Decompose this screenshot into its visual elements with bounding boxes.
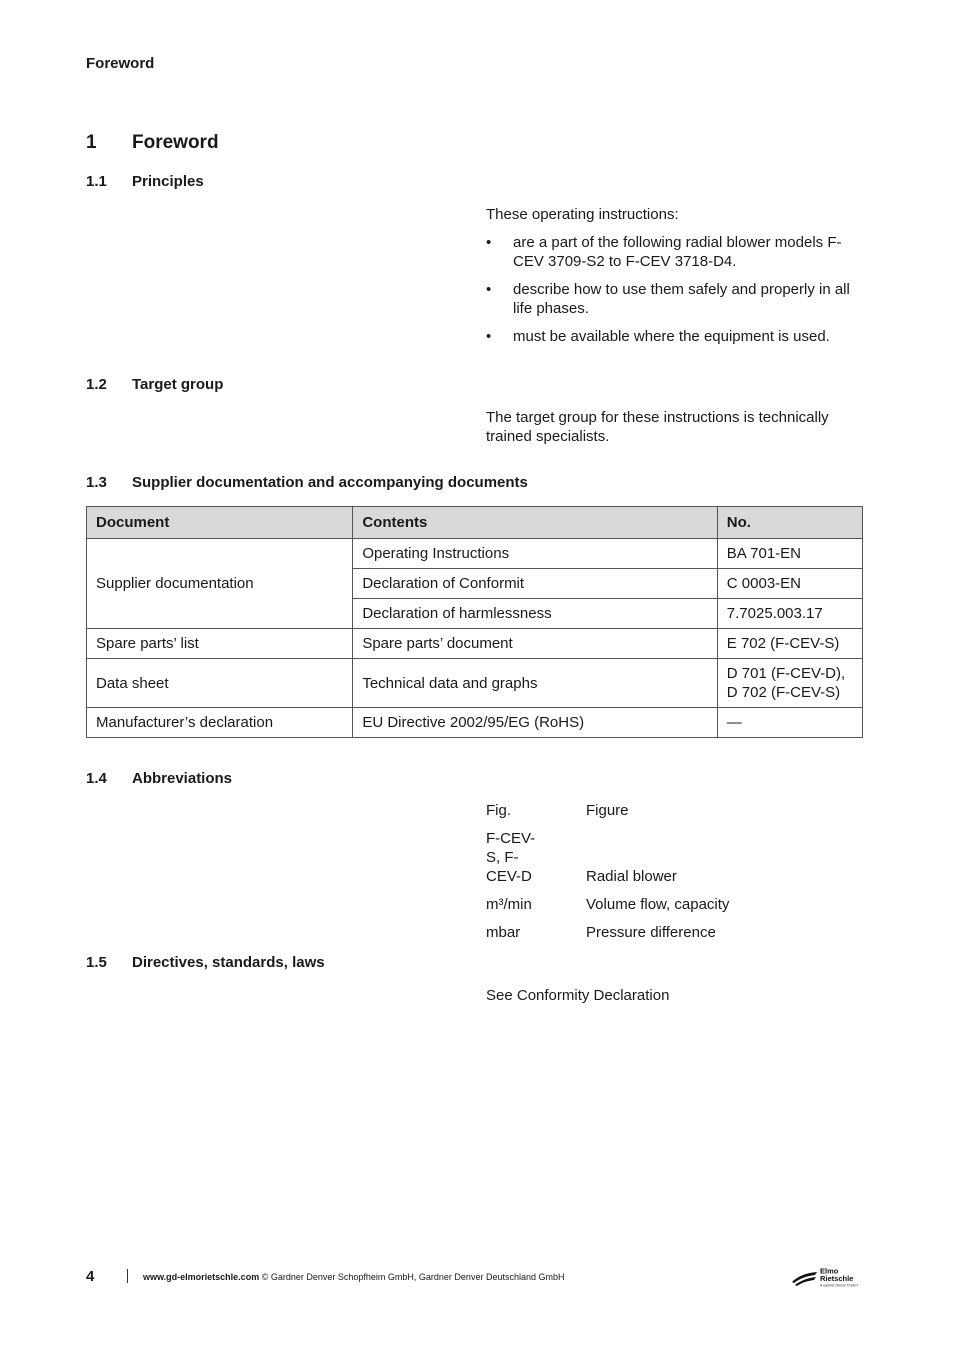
section-number: 1.1 [86,173,107,190]
list-item: • describe how to use them safely and properly in all life phases. [486,280,862,318]
section-number: 1.5 [86,954,107,971]
section-title: Principles [132,173,204,190]
contents-cell: Technical data and graphs [353,659,717,708]
contents-cell: Declaration of Conformit [353,569,717,599]
number-cell: C 0003-EN [717,569,862,599]
number-cell: 7.7025.003.17 [717,599,862,629]
list-item [486,923,729,942]
column-header-no: No. [717,507,862,539]
principles-body [486,205,862,355]
section-title: Abbreviations [132,770,233,787]
abbreviation-definition: Volume flow, capacity [586,896,730,913]
table-header-row [87,507,863,539]
contents-cell: Spare parts’ document [353,629,717,659]
contents-cell: Operating Instructions [353,539,717,569]
footer-text [143,1272,564,1282]
principles-list [486,233,862,346]
contents-cell: Declaration of harmlessness [353,599,717,629]
column-header-contents: Contents [353,507,717,539]
list-item: • are a part of the following radial blower models F-CEV 3709-S2 to F-CEV 3718-D4. [486,233,862,271]
logo-text-rietschle: Rietschle [820,1274,854,1283]
chapter-number: 1 [86,132,97,153]
number-cell: E 702 (F-CEV-S) [717,629,862,659]
logo-tagline: A Gardner Denver Product [820,1283,858,1288]
contents-cell: EU Directive 2002/95/EG (RoHS) [353,708,717,738]
elmo-rietschle-logo-icon [791,1265,865,1289]
table-row [87,539,863,569]
section-number: 1.3 [86,474,107,491]
document-cell: Manufacturer’s declaration [87,708,353,738]
target-group-text: The target group for these instructions is technically trained specialists. [486,409,829,445]
table-row [87,659,863,708]
abbreviation-term: Fig. [486,802,512,819]
section-title: Target group [132,376,224,393]
chapter-title: Foreword [132,132,219,153]
abbreviations-list [486,801,729,951]
principles-intro: These operating instructions: [486,206,679,223]
section-title: Supplier documentation and accompanying documents [132,474,528,491]
list-item [486,829,729,886]
abbreviation-definition: Figure [586,802,629,819]
number-cell: — [717,708,862,738]
number-cell: BA 701-EN [717,539,862,569]
website-link[interactable]: www.gd-elmorietschle.com [143,1272,260,1282]
list-item: • must be available where the equipment is used. [486,327,862,346]
copyright-text: © Gardner Denver Schopfheim GmbH, Gardner Denver Deutschland GmbH [261,1272,565,1282]
page-number: 4 [86,1268,95,1285]
document-cell: Supplier documentation [87,539,353,629]
supplier-documents-table [86,506,863,738]
abbreviation-term: m³/min [486,896,532,913]
directives-text: See Conformity Declaration [486,987,670,1004]
list-item [486,895,729,914]
table-row [87,629,863,659]
list-item [486,801,729,820]
logo-text-elmo: Elmo [820,1266,839,1276]
column-header-document: Document [87,507,353,539]
footer-divider [127,1269,128,1283]
number-cell: D 701 (F-CEV-D), D 702 (F-CEV-S) [717,659,862,708]
document-cell: Data sheet [87,659,353,708]
document-cell: Spare parts’ list [87,629,353,659]
section-number: 1.4 [86,770,107,787]
running-header: Foreword [86,55,155,72]
abbreviation-definition: Pressure difference [586,924,716,941]
abbreviation-term: F-CEV-S, F-CEV-D [486,830,536,885]
section-title: Directives, standards, laws [132,954,325,971]
table-row [87,708,863,738]
abbreviation-term: mbar [486,924,521,941]
abbreviation-definition: Radial blower [586,868,677,885]
section-number: 1.2 [86,376,107,393]
